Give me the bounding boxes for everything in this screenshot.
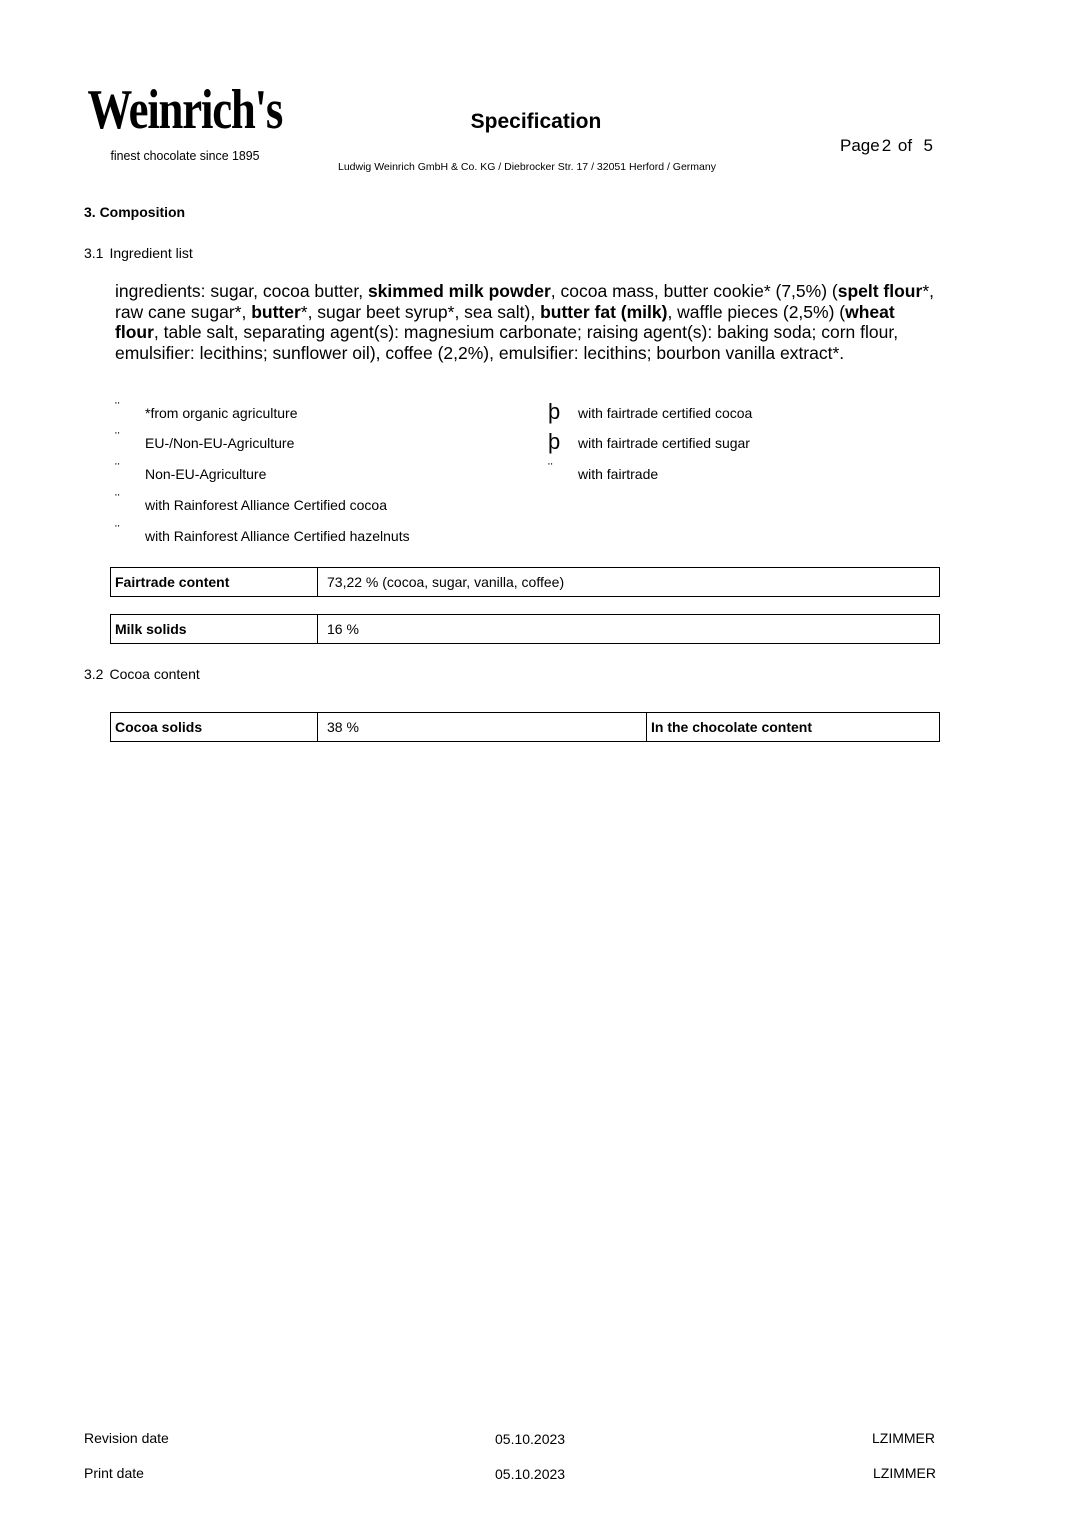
- milk-solids-value: 16 %: [318, 615, 940, 644]
- page-label: Page: [840, 136, 880, 155]
- document-title: Specification: [470, 110, 602, 133]
- section-title: 3. Composition: [84, 204, 186, 220]
- milk-solids-table: [110, 614, 940, 644]
- fairtrade-value: 73,22 % (cocoa, sugar, vanilla, coffee): [318, 568, 940, 597]
- unchecked-box-icon: ¨: [115, 399, 120, 415]
- allergen-text: skimmed milk powder: [367, 281, 551, 301]
- subsection-number: 3.1: [84, 245, 104, 261]
- allergen-text: spelt flour: [837, 281, 923, 301]
- fairtrade-table: [110, 567, 940, 597]
- cocoa-solids-label: Cocoa solids: [111, 713, 318, 742]
- print-date-label: Print date: [84, 1465, 144, 1481]
- allergen-text: butter: [251, 301, 301, 322]
- unchecked-box-icon: ¨: [115, 460, 120, 476]
- legend-item: [115, 522, 515, 548]
- unchecked-box-icon: ¨: [548, 460, 553, 476]
- page-total: 5: [923, 136, 934, 155]
- logo-wordmark: Weinrich's: [87, 79, 283, 141]
- cocoa-solids-table: [110, 712, 940, 742]
- legend-item: [115, 429, 515, 455]
- unchecked-box-icon: ¨: [115, 491, 120, 507]
- revision-date-label: Revision date: [84, 1430, 169, 1446]
- company-address: Ludwig Weinrich GmbH & Co. KG / Diebrocker Str. 17 / 32051 Herford / Germany: [338, 161, 716, 173]
- legend-text: with Rainforest Alliance Certified cocoa: [145, 497, 388, 513]
- unchecked-box-icon: ¨: [115, 522, 120, 538]
- ingredient-text: [115, 281, 935, 364]
- page-number: [840, 136, 935, 156]
- checked-box-icon: þ: [548, 429, 561, 454]
- subsection-label: Ingredient list: [109, 245, 193, 261]
- legend-item: [548, 460, 948, 486]
- legend-text: EU-/Non-EU-Agriculture: [145, 435, 295, 451]
- legend-text: Non-EU-Agriculture: [145, 466, 267, 482]
- subsection-cocoa-content: [84, 666, 200, 682]
- milk-solids-label: Milk solids: [111, 615, 318, 644]
- table-row: [111, 615, 940, 644]
- legend-item: [115, 399, 515, 425]
- print-user: LZIMMER: [873, 1465, 936, 1481]
- subsection-ingredient-list: [84, 245, 193, 261]
- page-current: 2: [881, 136, 892, 155]
- subsection-label: Cocoa content: [109, 666, 200, 682]
- logo-tagline: finest chocolate since 1895: [110, 148, 260, 163]
- allergen-text: wheat flour: [115, 301, 895, 343]
- legend-text: with Rainforest Alliance Certified hazelnuts: [145, 528, 410, 544]
- legend-text: with fairtrade certified sugar: [578, 435, 750, 451]
- page-of: of: [897, 136, 913, 155]
- print-date-value: 05.10.2023: [495, 1466, 566, 1482]
- allergen-text: butter fat (milk): [540, 301, 668, 322]
- ingredient-segment: ingredients: sugar, cocoa butter,: [115, 281, 368, 301]
- fairtrade-label: Fairtrade content: [111, 568, 318, 597]
- table-row: [111, 713, 940, 742]
- unchecked-box-icon: ¨: [115, 429, 120, 445]
- cocoa-solids-value: 38 %: [318, 713, 647, 742]
- table-row: [111, 568, 940, 597]
- ingredient-segment: *, raw cane sugar*,: [115, 281, 934, 322]
- cocoa-solids-note: In the chocolate content: [647, 713, 940, 742]
- ingredient-segment: , cocoa mass, butter cookie* (7,5%) (: [550, 281, 838, 301]
- legend-text: with fairtrade: [578, 466, 659, 482]
- legend-item: [548, 429, 948, 455]
- subsection-number: 3.2: [84, 666, 104, 682]
- legend-text: *from organic agriculture: [145, 405, 298, 421]
- legend-text: with fairtrade certified cocoa: [578, 405, 753, 421]
- legend-item: [548, 399, 948, 425]
- ingredient-segment: *, sugar beet syrup*, sea salt),: [300, 301, 541, 322]
- ingredient-segment: , table salt, separating agent(s): magnesium carbonate; raising agent(s): baking soda; corn flour, emulsifier: lecithins; sunflower oil), coffee (2,2%), emulsifier: lecithins; bourbon vanilla extract*.: [115, 322, 899, 364]
- checked-box-icon: þ: [548, 399, 561, 424]
- company-logo: [84, 78, 286, 174]
- revision-date-value: 05.10.2023: [495, 1431, 566, 1447]
- ingredient-segment: , waffle pieces (2,5%) (: [667, 301, 846, 322]
- legend-item: [115, 460, 515, 486]
- legend-item: [115, 491, 515, 517]
- revision-user: LZIMMER: [872, 1430, 935, 1446]
